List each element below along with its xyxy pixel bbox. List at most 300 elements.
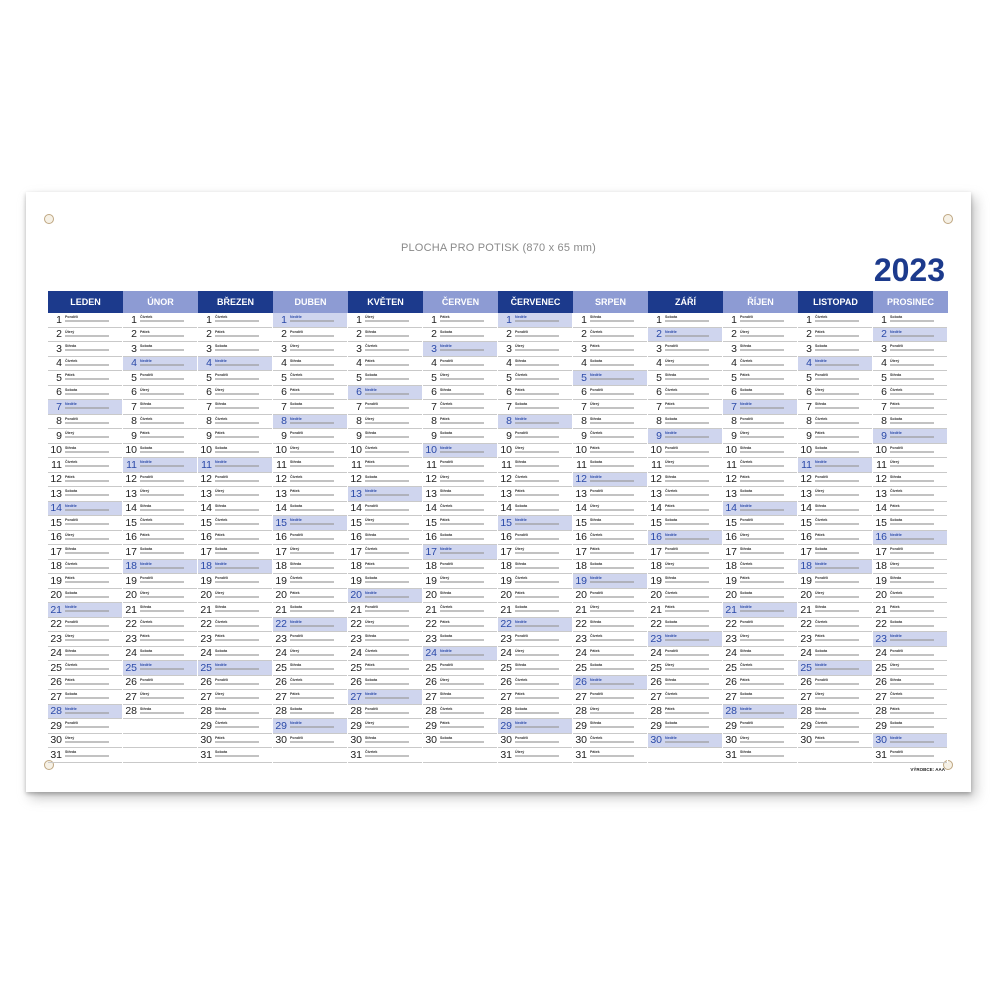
name-day-line bbox=[590, 422, 634, 424]
weekday-label: Pátek bbox=[890, 605, 900, 609]
weekday-label: Sobota bbox=[290, 503, 303, 508]
weekday-label: Sobota bbox=[815, 547, 828, 551]
weekday-label: Pondělí bbox=[665, 648, 678, 653]
day-number: 13 bbox=[125, 487, 137, 500]
day-row bbox=[198, 574, 272, 589]
name-day-line bbox=[515, 741, 559, 743]
name-day-line bbox=[665, 683, 709, 685]
day-number: 3 bbox=[281, 342, 287, 355]
day-number: 9 bbox=[206, 429, 212, 442]
day-number: 28 bbox=[725, 705, 737, 717]
weekday-label: Středa bbox=[65, 445, 77, 450]
name-day-line bbox=[740, 364, 784, 366]
weekday-label: Pátek bbox=[365, 460, 375, 464]
day-number: 31 bbox=[50, 748, 62, 761]
day-number: 7 bbox=[431, 400, 437, 413]
day-row bbox=[798, 516, 872, 531]
day-row bbox=[648, 545, 722, 560]
weekday-label: Pondělí bbox=[665, 547, 678, 551]
day-number: 4 bbox=[506, 357, 512, 369]
day-row bbox=[723, 545, 797, 560]
name-day-line bbox=[890, 712, 934, 714]
day-number: 1 bbox=[281, 313, 287, 326]
day-number: 13 bbox=[275, 487, 287, 500]
day-row bbox=[573, 690, 647, 705]
name-day-line bbox=[215, 639, 259, 641]
day-row bbox=[798, 328, 872, 343]
day-number: 6 bbox=[881, 386, 887, 398]
day-number: 12 bbox=[875, 473, 887, 485]
weekday-label: Neděle bbox=[65, 706, 77, 711]
day-row bbox=[48, 632, 122, 647]
day-row bbox=[873, 342, 947, 357]
day-row bbox=[873, 516, 947, 531]
weekday-label: Středa bbox=[440, 590, 452, 595]
weekday-label: Pátek bbox=[590, 750, 600, 754]
day-number: 8 bbox=[356, 415, 362, 427]
weekday-label: Úterý bbox=[890, 561, 900, 566]
day-number: 2 bbox=[206, 328, 212, 340]
weekday-label: Neděle bbox=[665, 431, 677, 435]
day-number: 9 bbox=[656, 429, 662, 442]
day-row bbox=[798, 371, 872, 386]
weekday-label: Středa bbox=[440, 387, 452, 392]
weekday-label: Neděle bbox=[140, 460, 152, 464]
name-day-line bbox=[290, 465, 334, 467]
name-day-line bbox=[215, 683, 259, 685]
day-row bbox=[123, 400, 197, 415]
day-number: 5 bbox=[356, 371, 362, 384]
name-day-line bbox=[215, 364, 259, 366]
day-number: 20 bbox=[425, 589, 437, 601]
day-row bbox=[873, 371, 947, 386]
day-number: 4 bbox=[431, 357, 437, 369]
weekday-label: Pátek bbox=[440, 518, 450, 522]
day-number: 3 bbox=[656, 342, 662, 355]
name-day-line bbox=[365, 509, 409, 511]
weekday-label: Čtvrtek bbox=[440, 402, 453, 406]
day-row bbox=[573, 676, 647, 691]
name-day-line bbox=[890, 494, 934, 496]
weekday-label: Čtvrtek bbox=[65, 358, 78, 363]
day-row bbox=[423, 371, 497, 386]
weekday-label: Pondělí bbox=[890, 648, 903, 653]
name-day-line bbox=[740, 320, 784, 322]
weekday-label: Neděle bbox=[365, 692, 377, 696]
day-number: 20 bbox=[500, 589, 512, 601]
weekday-label: Pátek bbox=[215, 735, 225, 740]
day-row bbox=[648, 458, 722, 473]
weekday-label: Čtvrtek bbox=[140, 619, 153, 624]
name-day-line bbox=[140, 567, 184, 569]
day-number: 21 bbox=[575, 603, 587, 616]
day-number: 1 bbox=[431, 313, 437, 326]
day-row bbox=[573, 400, 647, 415]
day-number: 5 bbox=[731, 371, 737, 384]
weekday-label: Pátek bbox=[815, 329, 825, 334]
name-day-line bbox=[665, 567, 709, 569]
day-row bbox=[348, 342, 422, 357]
day-number: 28 bbox=[425, 705, 437, 717]
name-day-line bbox=[590, 712, 634, 714]
day-number: 16 bbox=[125, 531, 137, 543]
day-number: 30 bbox=[50, 734, 62, 746]
weekday-label: Sobota bbox=[365, 576, 378, 580]
weekday-label: Sobota bbox=[365, 373, 378, 377]
day-number: 16 bbox=[500, 531, 512, 543]
day-number: 25 bbox=[725, 661, 737, 674]
name-day-line bbox=[590, 364, 634, 366]
day-number: 24 bbox=[650, 647, 662, 659]
day-row bbox=[498, 719, 572, 734]
day-row bbox=[873, 719, 947, 734]
day-number: 1 bbox=[506, 313, 512, 326]
day-number: 7 bbox=[806, 400, 812, 413]
name-day-line bbox=[140, 625, 184, 627]
day-list bbox=[123, 313, 198, 763]
name-day-line bbox=[440, 393, 484, 395]
weekday-label: Čtvrtek bbox=[590, 532, 603, 537]
day-number: 3 bbox=[731, 342, 737, 355]
day-number: 25 bbox=[650, 661, 662, 674]
day-number: 14 bbox=[275, 502, 287, 514]
day-number: 3 bbox=[206, 342, 212, 355]
weekday-label: Pondělí bbox=[590, 489, 603, 493]
name-day-line bbox=[65, 480, 109, 482]
day-row bbox=[273, 473, 347, 488]
name-day-line bbox=[515, 726, 559, 728]
weekday-label: Úterý bbox=[665, 460, 675, 464]
day-row bbox=[423, 357, 497, 372]
day-row bbox=[48, 603, 122, 618]
day-row bbox=[498, 429, 572, 444]
weekday-label: Sobota bbox=[140, 344, 153, 348]
name-day-line bbox=[665, 422, 709, 424]
name-day-line bbox=[365, 625, 409, 627]
name-day-line bbox=[440, 668, 484, 670]
day-number: 20 bbox=[725, 589, 737, 601]
day-row bbox=[423, 386, 497, 401]
day-number: 2 bbox=[356, 328, 362, 340]
name-day-line bbox=[515, 393, 559, 395]
name-day-line bbox=[740, 697, 784, 699]
weekday-label: Sobota bbox=[215, 547, 228, 551]
name-day-line bbox=[515, 668, 559, 670]
name-day-line bbox=[890, 364, 934, 366]
name-day-line bbox=[515, 480, 559, 482]
day-row bbox=[273, 705, 347, 720]
day-number: 8 bbox=[281, 415, 287, 427]
weekday-label: Neděle bbox=[140, 663, 152, 667]
day-row bbox=[798, 661, 872, 676]
day-row bbox=[873, 748, 947, 763]
name-day-line bbox=[365, 552, 409, 554]
weekday-label: Sobota bbox=[215, 750, 228, 754]
weekday-label: Sobota bbox=[740, 489, 753, 493]
weekday-label: Sobota bbox=[140, 648, 153, 653]
day-row bbox=[873, 734, 947, 749]
day-row bbox=[798, 386, 872, 401]
weekday-label: Sobota bbox=[290, 706, 303, 711]
day-number: 4 bbox=[131, 357, 137, 369]
day-number: 2 bbox=[806, 328, 812, 340]
day-number: 14 bbox=[500, 502, 512, 514]
name-day-line bbox=[290, 509, 334, 511]
day-row bbox=[123, 502, 197, 517]
name-day-line bbox=[815, 335, 859, 337]
day-number: 15 bbox=[725, 516, 737, 529]
weekday-label: Úterý bbox=[290, 344, 300, 348]
day-number: 8 bbox=[731, 415, 737, 427]
weekday-label: Úterý bbox=[515, 750, 525, 754]
weekday-label: Sobota bbox=[65, 692, 78, 696]
day-row bbox=[723, 632, 797, 647]
day-list bbox=[198, 313, 273, 763]
name-day-line bbox=[815, 523, 859, 525]
day-number: 6 bbox=[731, 386, 737, 398]
name-day-line bbox=[215, 567, 259, 569]
day-number: 27 bbox=[425, 690, 437, 703]
day-row bbox=[123, 589, 197, 604]
name-day-line bbox=[590, 668, 634, 670]
day-number: 22 bbox=[575, 618, 587, 630]
weekday-label: Úterý bbox=[515, 648, 525, 653]
day-row bbox=[648, 473, 722, 488]
day-number: 27 bbox=[875, 690, 887, 703]
weekday-label: Pondělí bbox=[515, 329, 528, 334]
name-day-line bbox=[590, 436, 634, 438]
day-row bbox=[573, 487, 647, 502]
name-day-line bbox=[140, 335, 184, 337]
weekday-label: Čtvrtek bbox=[215, 619, 228, 624]
day-row bbox=[123, 342, 197, 357]
day-number: 10 bbox=[500, 444, 512, 456]
weekday-label: Úterý bbox=[365, 518, 375, 522]
day-row bbox=[273, 342, 347, 357]
day-row bbox=[873, 603, 947, 618]
month-header: BŘEZEN bbox=[198, 291, 273, 313]
name-day-line bbox=[740, 349, 784, 351]
day-row bbox=[423, 589, 497, 604]
day-row bbox=[198, 400, 272, 415]
name-day-line bbox=[515, 552, 559, 554]
day-row bbox=[348, 458, 422, 473]
name-day-line bbox=[290, 436, 334, 438]
day-row bbox=[273, 502, 347, 517]
day-row bbox=[873, 676, 947, 691]
day-row bbox=[198, 719, 272, 734]
grommet-hole bbox=[943, 214, 953, 224]
weekday-label: Pátek bbox=[815, 735, 825, 740]
name-day-line bbox=[440, 712, 484, 714]
name-day-line bbox=[65, 393, 109, 395]
day-row bbox=[198, 444, 272, 459]
day-row bbox=[798, 357, 872, 372]
day-row bbox=[798, 400, 872, 415]
name-day-line bbox=[65, 320, 109, 322]
day-row bbox=[348, 545, 422, 560]
name-day-line bbox=[65, 538, 109, 540]
name-day-line bbox=[290, 364, 334, 366]
day-number: 30 bbox=[575, 734, 587, 746]
name-day-line bbox=[365, 523, 409, 525]
name-day-line bbox=[65, 451, 109, 453]
day-row bbox=[573, 502, 647, 517]
name-day-line bbox=[140, 422, 184, 424]
day-number: 9 bbox=[881, 429, 887, 442]
day-row bbox=[723, 647, 797, 662]
day-number: 2 bbox=[131, 328, 137, 340]
day-number: 3 bbox=[356, 342, 362, 355]
day-row bbox=[723, 371, 797, 386]
day-number: 7 bbox=[56, 400, 62, 413]
name-day-line bbox=[65, 335, 109, 337]
name-day-line bbox=[440, 625, 484, 627]
weekday-label: Pondělí bbox=[215, 373, 228, 377]
name-day-line bbox=[665, 494, 709, 496]
name-day-line bbox=[365, 407, 409, 409]
name-day-line bbox=[365, 538, 409, 540]
day-row bbox=[798, 473, 872, 488]
name-day-line bbox=[215, 436, 259, 438]
name-day-line bbox=[740, 436, 784, 438]
weekday-label: Neděle bbox=[815, 561, 827, 566]
day-number: 21 bbox=[500, 603, 512, 616]
weekday-label: Neděle bbox=[515, 619, 527, 624]
name-day-line bbox=[365, 639, 409, 641]
day-number: 17 bbox=[425, 545, 437, 558]
weekday-label: Pondělí bbox=[890, 750, 903, 754]
name-day-line bbox=[215, 494, 259, 496]
empty-day-row bbox=[798, 748, 872, 763]
weekday-label: Středa bbox=[365, 532, 377, 537]
day-row bbox=[498, 676, 572, 691]
day-row bbox=[648, 502, 722, 517]
day-row bbox=[573, 560, 647, 575]
day-number: 15 bbox=[50, 516, 62, 529]
weekday-label: Pondělí bbox=[740, 315, 753, 319]
day-row bbox=[348, 487, 422, 502]
name-day-line bbox=[440, 494, 484, 496]
day-number: 25 bbox=[200, 661, 212, 674]
day-row bbox=[423, 676, 497, 691]
day-row bbox=[423, 458, 497, 473]
day-row bbox=[723, 603, 797, 618]
day-number: 25 bbox=[125, 661, 137, 674]
day-row bbox=[498, 400, 572, 415]
day-number: 8 bbox=[131, 415, 137, 427]
day-row bbox=[273, 444, 347, 459]
day-number: 20 bbox=[50, 589, 62, 601]
name-day-line bbox=[515, 407, 559, 409]
day-number: 18 bbox=[725, 560, 737, 572]
day-number: 29 bbox=[50, 719, 62, 732]
day-number: 24 bbox=[800, 647, 812, 659]
day-row bbox=[348, 719, 422, 734]
weekday-label: Čtvrtek bbox=[665, 489, 678, 493]
day-row bbox=[648, 676, 722, 691]
day-row bbox=[48, 734, 122, 749]
weekday-label: Neděle bbox=[65, 402, 77, 406]
weekday-label: Úterý bbox=[515, 344, 525, 348]
weekday-label: Neděle bbox=[290, 619, 302, 624]
weekday-label: Sobota bbox=[815, 445, 828, 450]
day-row bbox=[48, 487, 122, 502]
weekday-label: Úterý bbox=[65, 735, 75, 740]
day-number: 22 bbox=[875, 618, 887, 630]
name-day-line bbox=[890, 639, 934, 641]
name-day-line bbox=[365, 465, 409, 467]
day-row bbox=[348, 313, 422, 328]
day-row bbox=[198, 386, 272, 401]
weekday-label: Pondělí bbox=[140, 576, 153, 580]
weekday-label: Pátek bbox=[740, 677, 750, 682]
day-row bbox=[198, 748, 272, 763]
day-row bbox=[573, 603, 647, 618]
weekday-label: Pondělí bbox=[140, 677, 153, 682]
name-day-line bbox=[215, 349, 259, 351]
day-row bbox=[348, 473, 422, 488]
name-day-line bbox=[140, 596, 184, 598]
weekday-label: Úterý bbox=[890, 663, 900, 667]
weekday-label: Středa bbox=[740, 445, 752, 450]
name-day-line bbox=[140, 364, 184, 366]
day-number: 1 bbox=[806, 313, 812, 326]
day-row bbox=[498, 473, 572, 488]
weekday-label: Úterý bbox=[440, 474, 450, 479]
day-row bbox=[123, 545, 197, 560]
day-number: 16 bbox=[350, 531, 362, 543]
name-day-line bbox=[365, 755, 409, 757]
day-number: 9 bbox=[581, 429, 587, 442]
name-day-line bbox=[65, 407, 109, 409]
day-row bbox=[873, 531, 947, 546]
day-number: 16 bbox=[725, 531, 737, 543]
weekday-label: Úterý bbox=[515, 547, 525, 551]
weekday-label: Pondělí bbox=[65, 315, 78, 319]
weekday-label: Pátek bbox=[290, 489, 300, 493]
day-number: 2 bbox=[581, 328, 587, 340]
day-list bbox=[723, 313, 798, 763]
weekday-label: Úterý bbox=[65, 431, 75, 435]
day-number: 25 bbox=[50, 661, 62, 674]
day-number: 21 bbox=[725, 603, 737, 616]
day-number: 3 bbox=[506, 342, 512, 355]
weekday-label: Čtvrtek bbox=[365, 750, 378, 754]
weekday-label: Pondělí bbox=[740, 721, 753, 725]
day-number: 9 bbox=[806, 429, 812, 442]
day-row bbox=[498, 618, 572, 633]
weekday-label: Středa bbox=[590, 721, 602, 725]
name-day-line bbox=[215, 320, 259, 322]
day-number: 11 bbox=[126, 458, 137, 471]
weekday-label: Sobota bbox=[665, 721, 678, 725]
name-day-line bbox=[890, 451, 934, 453]
month-header: PROSINEC bbox=[873, 291, 948, 313]
day-number: 28 bbox=[275, 705, 287, 717]
day-row bbox=[48, 313, 122, 328]
day-row bbox=[198, 676, 272, 691]
day-row bbox=[498, 458, 572, 473]
day-list bbox=[498, 313, 573, 763]
name-day-line bbox=[290, 494, 334, 496]
day-number: 15 bbox=[875, 516, 887, 529]
weekday-label: Sobota bbox=[515, 706, 528, 711]
day-row bbox=[123, 676, 197, 691]
weekday-label: Sobota bbox=[590, 460, 603, 464]
name-day-line bbox=[290, 393, 334, 395]
day-row bbox=[798, 487, 872, 502]
